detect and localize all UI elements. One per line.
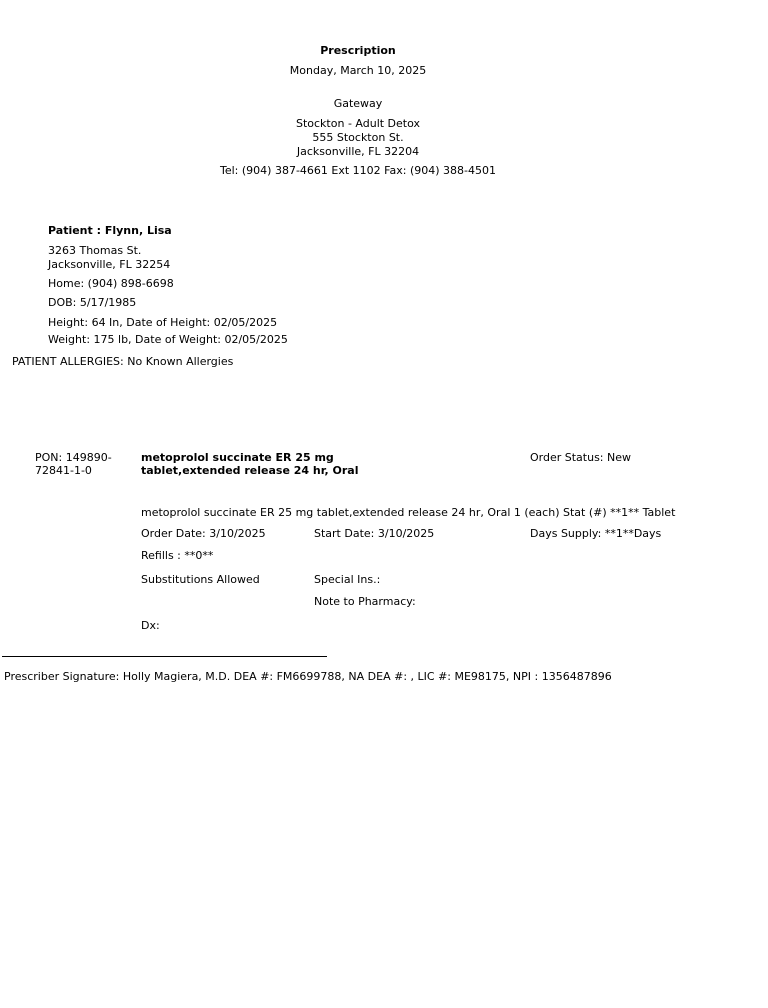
facility-city: Jacksonville, FL 32204 (296, 145, 420, 158)
order-date: Order Date: 3/10/2025 (141, 527, 266, 540)
patient-home-phone: Home: (904) 898-6698 (48, 277, 174, 290)
patient-name: Patient : Flynn, Lisa (48, 224, 172, 237)
patient-street: 3263 Thomas St. (48, 244, 142, 257)
days-supply: Days Supply: **1**Days (530, 527, 662, 540)
sig-line: metoprolol succinate ER 25 mg tablet,extended release 24 hr, Oral 1 (each) Stat (#) **1** Tablet (141, 506, 676, 519)
special-instructions: Special Ins.: (314, 573, 381, 586)
substitutions: Substitutions Allowed (141, 573, 260, 586)
document-title: Prescription (320, 44, 396, 57)
drug-name-line1: metoprolol succinate ER 25 mg (141, 451, 334, 464)
document-date: Monday, March 10, 2025 (289, 64, 427, 77)
patient-weight: Weight: 175 lb, Date of Weight: 02/05/2025 (48, 333, 288, 346)
drug-name-line2: tablet,extended release 24 hr, Oral (141, 464, 359, 477)
order-status: Order Status: New (530, 451, 632, 464)
pon-number-line2: 72841-1-0 (35, 464, 92, 477)
organization-name: Gateway (333, 97, 383, 110)
signature-line (2, 656, 327, 657)
patient-city: Jacksonville, FL 32254 (48, 258, 171, 271)
facility-street: 555 Stockton St. (312, 131, 404, 144)
facility-name: Stockton - Adult Detox (295, 117, 421, 130)
patient-dob: DOB: 5/17/1985 (48, 296, 137, 309)
pon-number-line1: PON: 149890- (35, 451, 112, 464)
patient-height: Height: 64 In, Date of Height: 02/05/2025 (48, 316, 278, 329)
facility-phone: Tel: (904) 387-4661 Ext 1102 Fax: (904) 388-4501 (220, 164, 496, 177)
refills: Refills : **0** (141, 549, 214, 562)
patient-allergies: PATIENT ALLERGIES: No Known Allergies (12, 355, 234, 368)
note-to-pharmacy: Note to Pharmacy: (314, 595, 416, 608)
diagnosis: Dx: (141, 619, 160, 632)
prescriber-signature: Prescriber Signature: Holly Magiera, M.D. DEA #: FM6699788, NA DEA #: , LIC #: ME98175, NPI : 1356487896 (4, 670, 612, 683)
start-date: Start Date: 3/10/2025 (314, 527, 435, 540)
